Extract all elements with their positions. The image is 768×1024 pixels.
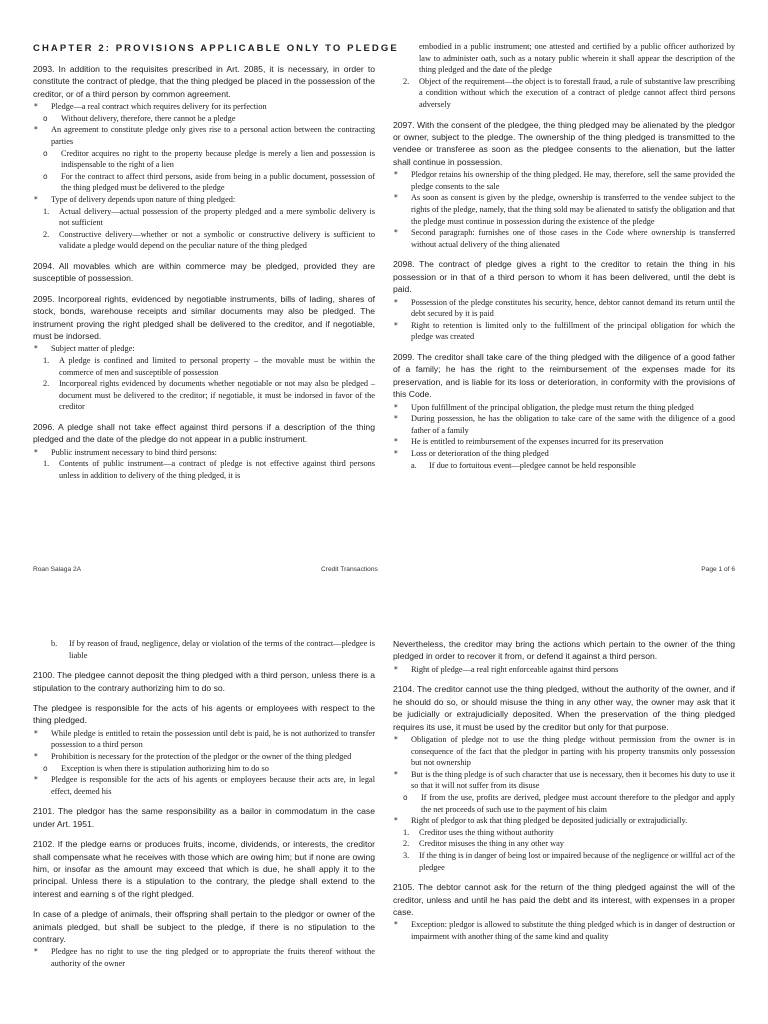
article-paragraph: 2093. In addition to the requisites prescribed in Art. 2085, it is necessary, in order to constitute the contract of pledge, that the thing pledged be placed in the possession of the creditor, or of a third person by common agreement. (33, 64, 375, 99)
right-column-content (393, 41, 735, 471)
bullet-list (33, 638, 375, 661)
bullet-list (33, 101, 375, 252)
bullet-text: Creditor uses the thing without authority (419, 827, 554, 837)
bullet-text: Actual delivery—actual possession of the property pledged and a mere symbolic delivery is not sufficient (59, 206, 375, 228)
bullet-item (393, 448, 735, 460)
bullet-text: For the contract to affect third persons, aside from being in a public document, possession of the thing pledged must be delivered to the pledge (61, 171, 375, 193)
bullet-item (33, 763, 375, 775)
page-two (0, 622, 768, 1024)
bullet-marker: o (43, 148, 48, 158)
page-one-right-column (393, 41, 735, 471)
bullet-marker: * (34, 752, 38, 761)
bullet-text: He is entitled to reimbursement of the expenses incurred for its preservation (411, 437, 664, 447)
numbered-item (393, 827, 735, 839)
bullet-marker: 1. (43, 206, 50, 216)
bullet-marker: 2. (403, 76, 410, 86)
footer-page-number: Page 1 of 6 (701, 566, 735, 573)
bullet-marker: 3. (403, 850, 410, 860)
bullet-item (393, 815, 735, 827)
bullet-list (393, 297, 735, 343)
page-two-right-column (393, 638, 735, 943)
bullet-marker: * (394, 816, 398, 826)
bullet-item (393, 192, 735, 227)
bullet-item (33, 774, 375, 797)
numbered-item (393, 838, 735, 850)
bullet-item (393, 792, 735, 815)
bullet-text: Constructive delivery—whether or not a symbolic or constructive delivery is sufficient to validate a pledge would depend on the peculiar nature of the thing pledged (59, 229, 375, 251)
bullet-marker: o (43, 763, 48, 773)
bullet-item (393, 436, 735, 448)
bullet-text: Incorporeal rights evidenced by documents whether negotiable or not may also be pledged – document must be delivered to the creditor; if negotiable, it must be indorsed in favor of the creditor (59, 379, 375, 412)
page-footer (33, 566, 735, 578)
page-one-left-column (33, 43, 399, 482)
bullet-item (393, 169, 735, 192)
bullet-text: Pledgee has no right to use the ting pledged or to appropriate the fruits thereof without the authority of the owner (51, 947, 375, 969)
bullet-item (393, 769, 735, 792)
bullet-marker: * (394, 437, 398, 447)
bullet-marker: * (394, 414, 398, 424)
bullet-text: As soon as consent is given by the pledge, ownership is transferred to the vendee subject to the rights of the pledge, namely, that the thing sold may be alienated to satisfy the obligation and that the pledge must continue in possession during the existence of the pledge (411, 193, 735, 226)
bullet-item (33, 101, 375, 113)
bullet-text: Right of pledge—a real right enforceable against third persons (411, 664, 619, 674)
bullet-text: A pledge is confined and limited to personal property – the movable must be within the commerce of men and susceptible of possession (59, 355, 375, 377)
numbered-item (393, 850, 735, 873)
bullet-marker: * (394, 402, 398, 412)
bullet-list (393, 402, 735, 472)
bullet-item (393, 734, 735, 769)
bullet-marker: o (403, 793, 408, 802)
bullet-item (33, 194, 375, 206)
bullet-text: While pledge is entitled to retain the possession until debt is paid, he is not authorized to transfer possession to a third person (51, 728, 375, 750)
bullet-marker: * (394, 297, 398, 307)
numbered-item (33, 355, 375, 378)
bullet-marker: * (34, 194, 38, 204)
article-paragraph: 2099. The creditor shall take care of the thing pledged with the diligence of a good father of a family; he has the right to the reimbursement of the expenses made for its preservation, and is liable for its loss or deterioration, in conformity with the provisions of this Code. (393, 351, 735, 400)
bullet-list (393, 169, 735, 250)
article-paragraph: 2097. With the consent of the pledgee, the thing pledged may be alienated by the pledgor or owner, subject to the pledge. The ownership of the thing pledged is transmitted to the vendee or transferee as soon as the pledgee consents to the alienation, but the latter shall continue in possession. (393, 119, 735, 167)
right-column-content (393, 638, 735, 943)
bullet-item (393, 227, 735, 250)
bullet-text: Pledgee is responsible for the acts of his agents or employees because their acts are, in legal effect, deemed his (51, 775, 375, 796)
bullet-item (33, 124, 375, 147)
article-paragraph: 2102. If the pledge earns or produces fruits, income, dividends, or interests, the creditor shall compensate what he receives with those which are owing him; but if none are owing him, or insofar as the amount may exceed that which is due, he shall apply it to the principal. Unless there is a stipulation to the contrary, the pledge shall extend to the interest and earning s of the right pledged. (33, 839, 375, 899)
bullet-item (393, 297, 735, 320)
bullet-marker: * (394, 664, 398, 674)
article-paragraph: In case of a pledge of animals, their offspring shall pertain to the pledgor or owner of the animals pledged, but shall be subject to the pledge, if there is no stipulation to the contrary. (33, 909, 375, 945)
numbered-item (33, 378, 375, 413)
bullet-text: Creditor misuses the thing in any other way (419, 839, 564, 849)
article-paragraph: The pledgee is responsible for the acts of his agents or employees with respect to the thing pledged. (33, 703, 375, 726)
article-paragraph: 2096. A pledge shall not take effect against third persons if a description of the thing pledged and the date of the pledge do not appear in a public instrument. (33, 421, 375, 445)
lettered-item (393, 460, 735, 472)
bullet-text: Right to retention is limited only to the fulfillment of the principal obligation for which the pledge was created (411, 320, 735, 342)
bullet-text: Second paragraph: furnishes one of those cases in the Code where ownership is transferred without actual delivery of the thing alienated (411, 228, 735, 249)
bullet-text: If the thing is in danger of being lost or impaired because of the negligence or willful act of the pledgee (419, 850, 735, 872)
bullet-marker: * (394, 448, 398, 458)
bullet-item (393, 413, 735, 436)
bullet-item (393, 664, 735, 676)
bullet-text: Object of the requirement—the object is to forestall fraud, a rule of substantive law prescribing a condition without which the execution of a contract of pledge cannot affect third persons adversely (419, 76, 735, 109)
bullet-list (393, 41, 735, 111)
bullet-marker: * (394, 320, 398, 330)
bullet-text: Type of delivery depends upon nature of thing pledged: (51, 194, 236, 204)
bullet-marker: * (34, 344, 38, 354)
bullet-text: Without delivery, therefore, there cannot be a pledge (61, 113, 236, 123)
bullet-text: Exception is when there is stipulation authorizing him to do so (61, 763, 269, 773)
bullet-item (33, 343, 375, 355)
bullet-text: Pledgor retains his ownership of the thing pledged. He may, therefore, sell the same provided the pledge consents to the sale (411, 170, 735, 191)
bullet-item (33, 148, 375, 171)
numbered-item (393, 76, 735, 111)
bullet-item (33, 946, 375, 969)
bullet-marker: a. (411, 460, 417, 470)
bullet-text: If due to fortuitous event—pledgee cannot be held responsible (429, 460, 636, 470)
bullet-marker: * (34, 728, 38, 738)
bullet-list (33, 447, 375, 482)
bullet-marker: o (43, 171, 48, 181)
left-column-content (33, 638, 375, 970)
bullet-marker: * (34, 447, 38, 457)
bullet-text: Pledge—a real contract which requires delivery for its perfection (51, 102, 267, 112)
bullet-text: Prohibition is necessary for the protection of the pledgor or the owner of the thing pledged (51, 752, 352, 761)
article-paragraph: 2100. The pledgee cannot deposit the thing pledged with a third person, unless there is a stipulation to the contrary authorizing him to do so. (33, 670, 375, 693)
bullet-marker: 1. (403, 827, 410, 837)
bullet-list (393, 919, 735, 942)
bullet-marker: * (34, 102, 38, 112)
bullet-text: Subject matter of pledge: (51, 344, 135, 354)
left-column-content (33, 63, 375, 482)
bullet-text: Right of pledgor to ask that thing pledged be deposited judicially or extrajudicially. (411, 816, 688, 826)
bullet-marker: 2. (43, 229, 50, 239)
bullet-text: Loss or deterioration of the thing pledged (411, 448, 549, 458)
bullet-text: Exception: pledgor is allowed to substitute the thing pledged which is in danger of destruction or impairment with another thing of the same kind and quality (411, 920, 735, 941)
article-paragraph: 2105. The debtor cannot ask for the return of the thing pledged against the will of the creditor, unless and until he has paid the debt and its interest, with expenses in a proper case. (393, 882, 735, 917)
bullet-text: Public instrument necessary to bind third persons: (51, 447, 217, 457)
page-two-left-column (33, 638, 375, 970)
numbered-item (33, 458, 375, 481)
bullet-item (393, 919, 735, 942)
footer-author: Roan Salaga 2A (33, 566, 82, 573)
bullet-text: Creditor acquires no right to the property because pledge is merely a lien and possession is indispensable to the right of a lien (61, 148, 375, 170)
bullet-list (33, 946, 375, 969)
bullet-text: An agreement to constitute pledge only gives rise to a personal action between the contracting parties (51, 125, 375, 146)
bullet-marker: 1. (43, 459, 50, 469)
bullet-item (33, 751, 375, 763)
bullet-marker: b. (51, 639, 58, 648)
bullet-item (393, 402, 735, 414)
bullet-marker: * (394, 735, 398, 745)
bullet-item (33, 171, 375, 194)
bullet-text: During possession, he has the obligation to take care of the same with the diligence of a good father of a family (411, 414, 735, 435)
bullet-list (393, 734, 735, 873)
article-paragraph: 2098. The contract of pledge gives a right to the creditor to retain the thing in his possession or in that of a third person to whom it has been delivered, until the debt is paid. (393, 259, 735, 295)
bullet-item (33, 447, 375, 459)
lettered-item (33, 638, 375, 661)
bullet-item (33, 728, 375, 751)
bullet-text: Contents of public instrument—a contract of pledge is not effective against third persons unless in addition to delivery of the thing pledged, it is (59, 459, 375, 480)
bullet-text: If by reason of fraud, negligence, delay or violation of the terms of the contract—pledgee is liable (69, 639, 375, 660)
article-paragraph: 2094. All movables which are within commerce may be pledged, provided they are susceptible of possession. (33, 260, 375, 284)
chapter-title: CHAPTER 2: PROVISIONS APPLICABLE ONLY TO PLEDGE (33, 43, 399, 54)
bullet-marker: * (394, 170, 398, 180)
bullet-text: But is the thing pledge is of such character that use is necessary, then it becomes his duty to use it so that it will not suffer from its disuse (411, 769, 735, 791)
bullet-marker: 1. (43, 355, 50, 365)
bullet-marker: * (394, 228, 398, 238)
bullet-marker: * (34, 775, 38, 785)
page-gap (0, 582, 768, 622)
bullet-marker: o (43, 113, 48, 123)
bullet-text: embodied in a public instrument; one attested and certified by a public officer authorized by law to administer oath, such as a notary public wherein it shall appear the description of the thing pledged and the date of the pledge (419, 42, 735, 75)
bullet-list (393, 664, 735, 676)
bullet-item (393, 320, 735, 343)
article-paragraph: 2101. The pledgor has the same responsibility as a bailor in commodatum in the case under Art. 1951. (33, 806, 375, 829)
continued-item (393, 41, 735, 76)
bullet-marker: * (34, 947, 38, 957)
bullet-marker: * (394, 193, 398, 203)
article-paragraph: Nevertheless, the creditor may bring the actions which pertain to the owner of the thing pledged in order to recover it from, or defend it against a third person. (393, 639, 735, 662)
bullet-marker: * (394, 920, 398, 930)
bullet-list (33, 728, 375, 798)
bullet-marker: * (34, 125, 38, 135)
article-paragraph: 2104. The creditor cannot use the thing pledged, without the authority of the owner, and if he should do so, or should misuse the thing in any other way, the owner may ask that it be judicially or extrajudicially deposited. When the preservation of the thing pledged requires its use, it must be used by the creditor but only for that purpose. (393, 684, 735, 732)
bullet-list (33, 343, 375, 413)
bullet-marker: 2. (403, 839, 410, 849)
bullet-text: If from the use, profits are derived, pledgee must account therefore to the pledgor and apply the net proceeds of such use to the payment of his claim (421, 793, 735, 814)
article-paragraph: 2095. Incorporeal rights, evidenced by negotiable instruments, bills of lading, shares of stock, bonds, warehouse receipts and similar documents may also be pledged. The instrument proving the right pledged shall be delivered to the creditor, and if negotiable, must be indorsed. (33, 293, 375, 341)
numbered-item (33, 229, 375, 252)
bullet-text: Possession of the pledge constitutes his security, hence, debtor cannot demand its return until the debt secured by it is paid (411, 297, 735, 319)
numbered-item (33, 206, 375, 229)
bullet-marker: * (394, 769, 398, 779)
bullet-marker: 2. (43, 379, 50, 389)
footer-subject: Credit Transactions (321, 566, 378, 573)
bullet-item (33, 113, 375, 125)
bullet-text: Obligation of pledge not to use the thing pledge without permission from the owner is in consequence of the fact that the pledgor in parting with his property transmits only possession but not ownership (411, 735, 735, 768)
bullet-text: Upon fulfillment of the principal obligation, the pledge must return the thing pledged (411, 402, 694, 412)
